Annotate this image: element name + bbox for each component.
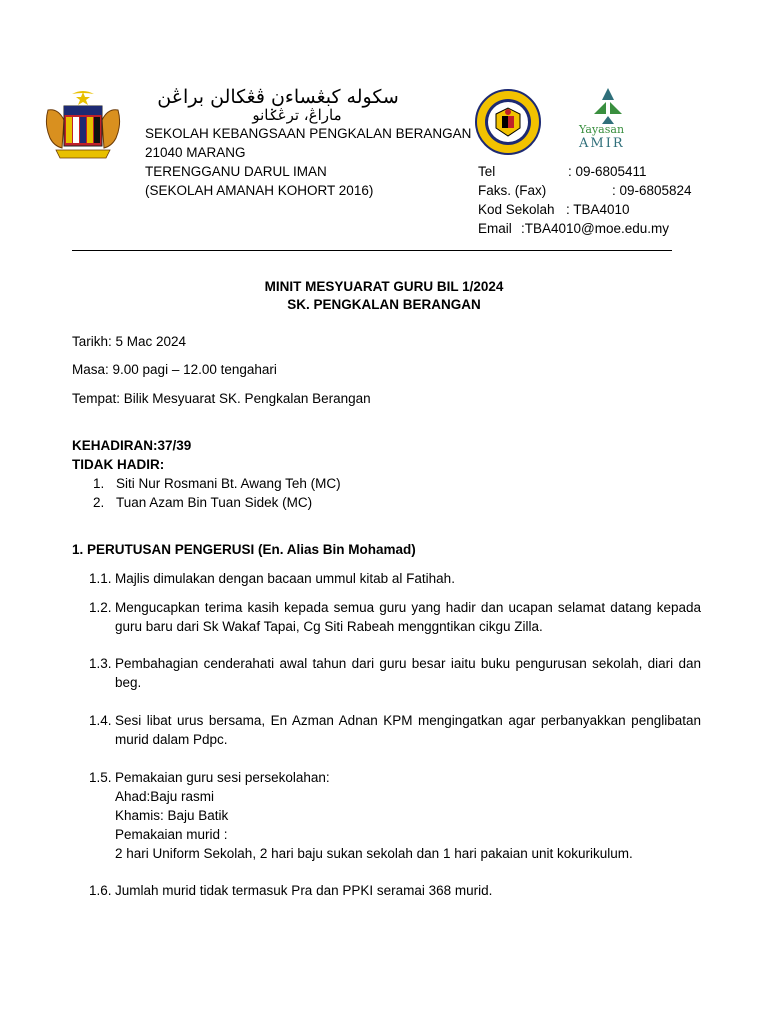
document-title — [0, 278, 768, 314]
minute-item: 1.4. Sesi libat urus bersama, En Azman Adnan KPM mengingatkan agar perbanyakkan penglibatan murid dalam Pdpc. — [89, 713, 701, 747]
absent-list — [93, 474, 341, 512]
jawi-location: ماراڠ، ترڠݢانو — [252, 106, 342, 124]
header-divider — [72, 250, 672, 251]
absent-label: TIDAK HADIR: — [72, 457, 165, 472]
contact-tel: Tel : 09-6805411 — [478, 164, 647, 179]
minute-item: 1.2. Mengucapkan terima kasih kepada semua guru yang hadir dan ucapan selamat datang kepada guru baru dari Sk Wakaf Tapai, Cg Siti Rabeah menggntikan cikgu Zilla. — [89, 600, 701, 634]
yayasan-amir-logo — [578, 86, 638, 152]
state-line: TERENGGANU DARUL IMAN — [145, 164, 327, 179]
school-address — [145, 124, 471, 200]
contact-email: Email :TBA4010@moe.edu.my — [478, 221, 670, 236]
attendance-count: KEHADIRAN:37/39 — [72, 438, 192, 453]
school-name-line: SEKOLAH KEBANGSAAN PENGKALAN BERANGAN — [145, 126, 472, 141]
meeting-date: Tarikh: 5 Mac 2024 — [72, 334, 187, 349]
list-item: 1. Siti Nur Rosmani Bt. Awang Teh (MC) — [93, 476, 341, 491]
contact-info — [478, 162, 718, 238]
postcode-line: 21040 MARANG — [145, 145, 246, 160]
section-heading: 1. PERUTUSAN PENGERUSI (En. Alias Bin Mohamad) — [72, 542, 416, 557]
contact-fax: Faks. (Fax) : 09-6805824 — [478, 183, 692, 198]
amir-text: AMIR — [579, 136, 625, 151]
minute-item: 1.5. Pemakaian guru sesi persekolahan: Ahad:Baju rasmi Khamis: Baju Batik Pemakaian murid : 2 hari Uniform Sekolah, 2 hari baju sukan sekolah dan 1 hari pakaian unit kokurikulum. — [89, 770, 633, 861]
cohort-line: (SEKOLAH AMANAH KOHORT 2016) — [145, 183, 374, 198]
school-logo — [474, 88, 542, 156]
title-line-2: SK. PENGKALAN BERANGAN — [287, 297, 481, 312]
minute-item: 1.1. Majlis dimulakan dengan bacaan ummul kitab al Fatihah. — [89, 571, 455, 586]
title-line-1: MINIT MESYUARAT GURU BIL 1/2024 — [264, 279, 504, 294]
yayasan-text: Yayasan — [579, 123, 625, 136]
meeting-time: Masa: 9.00 pagi – 12.00 tengahari — [72, 362, 277, 377]
minute-item: 1.6. Jumlah murid tidak termasuk Pra dan PPKI seramai 368 murid. — [89, 883, 493, 898]
list-item: 2. Tuan Azam Bin Tuan Sidek (MC) — [93, 495, 313, 510]
minute-item: 1.3. Pembahagian cenderahati awal tahun dari guru besar iaitu buku pengurusan sekolah, diari dan beg. — [89, 656, 701, 690]
jawi-school-name: سکوله کبڠساءن ڤڠکالن براڠن — [157, 86, 399, 108]
coat-of-arms-logo — [42, 90, 124, 162]
meeting-venue: Tempat: Bilik Mesyuarat SK. Pengkalan Berangan — [72, 391, 371, 406]
contact-school-code: Kod Sekolah : TBA4010 — [478, 202, 630, 217]
